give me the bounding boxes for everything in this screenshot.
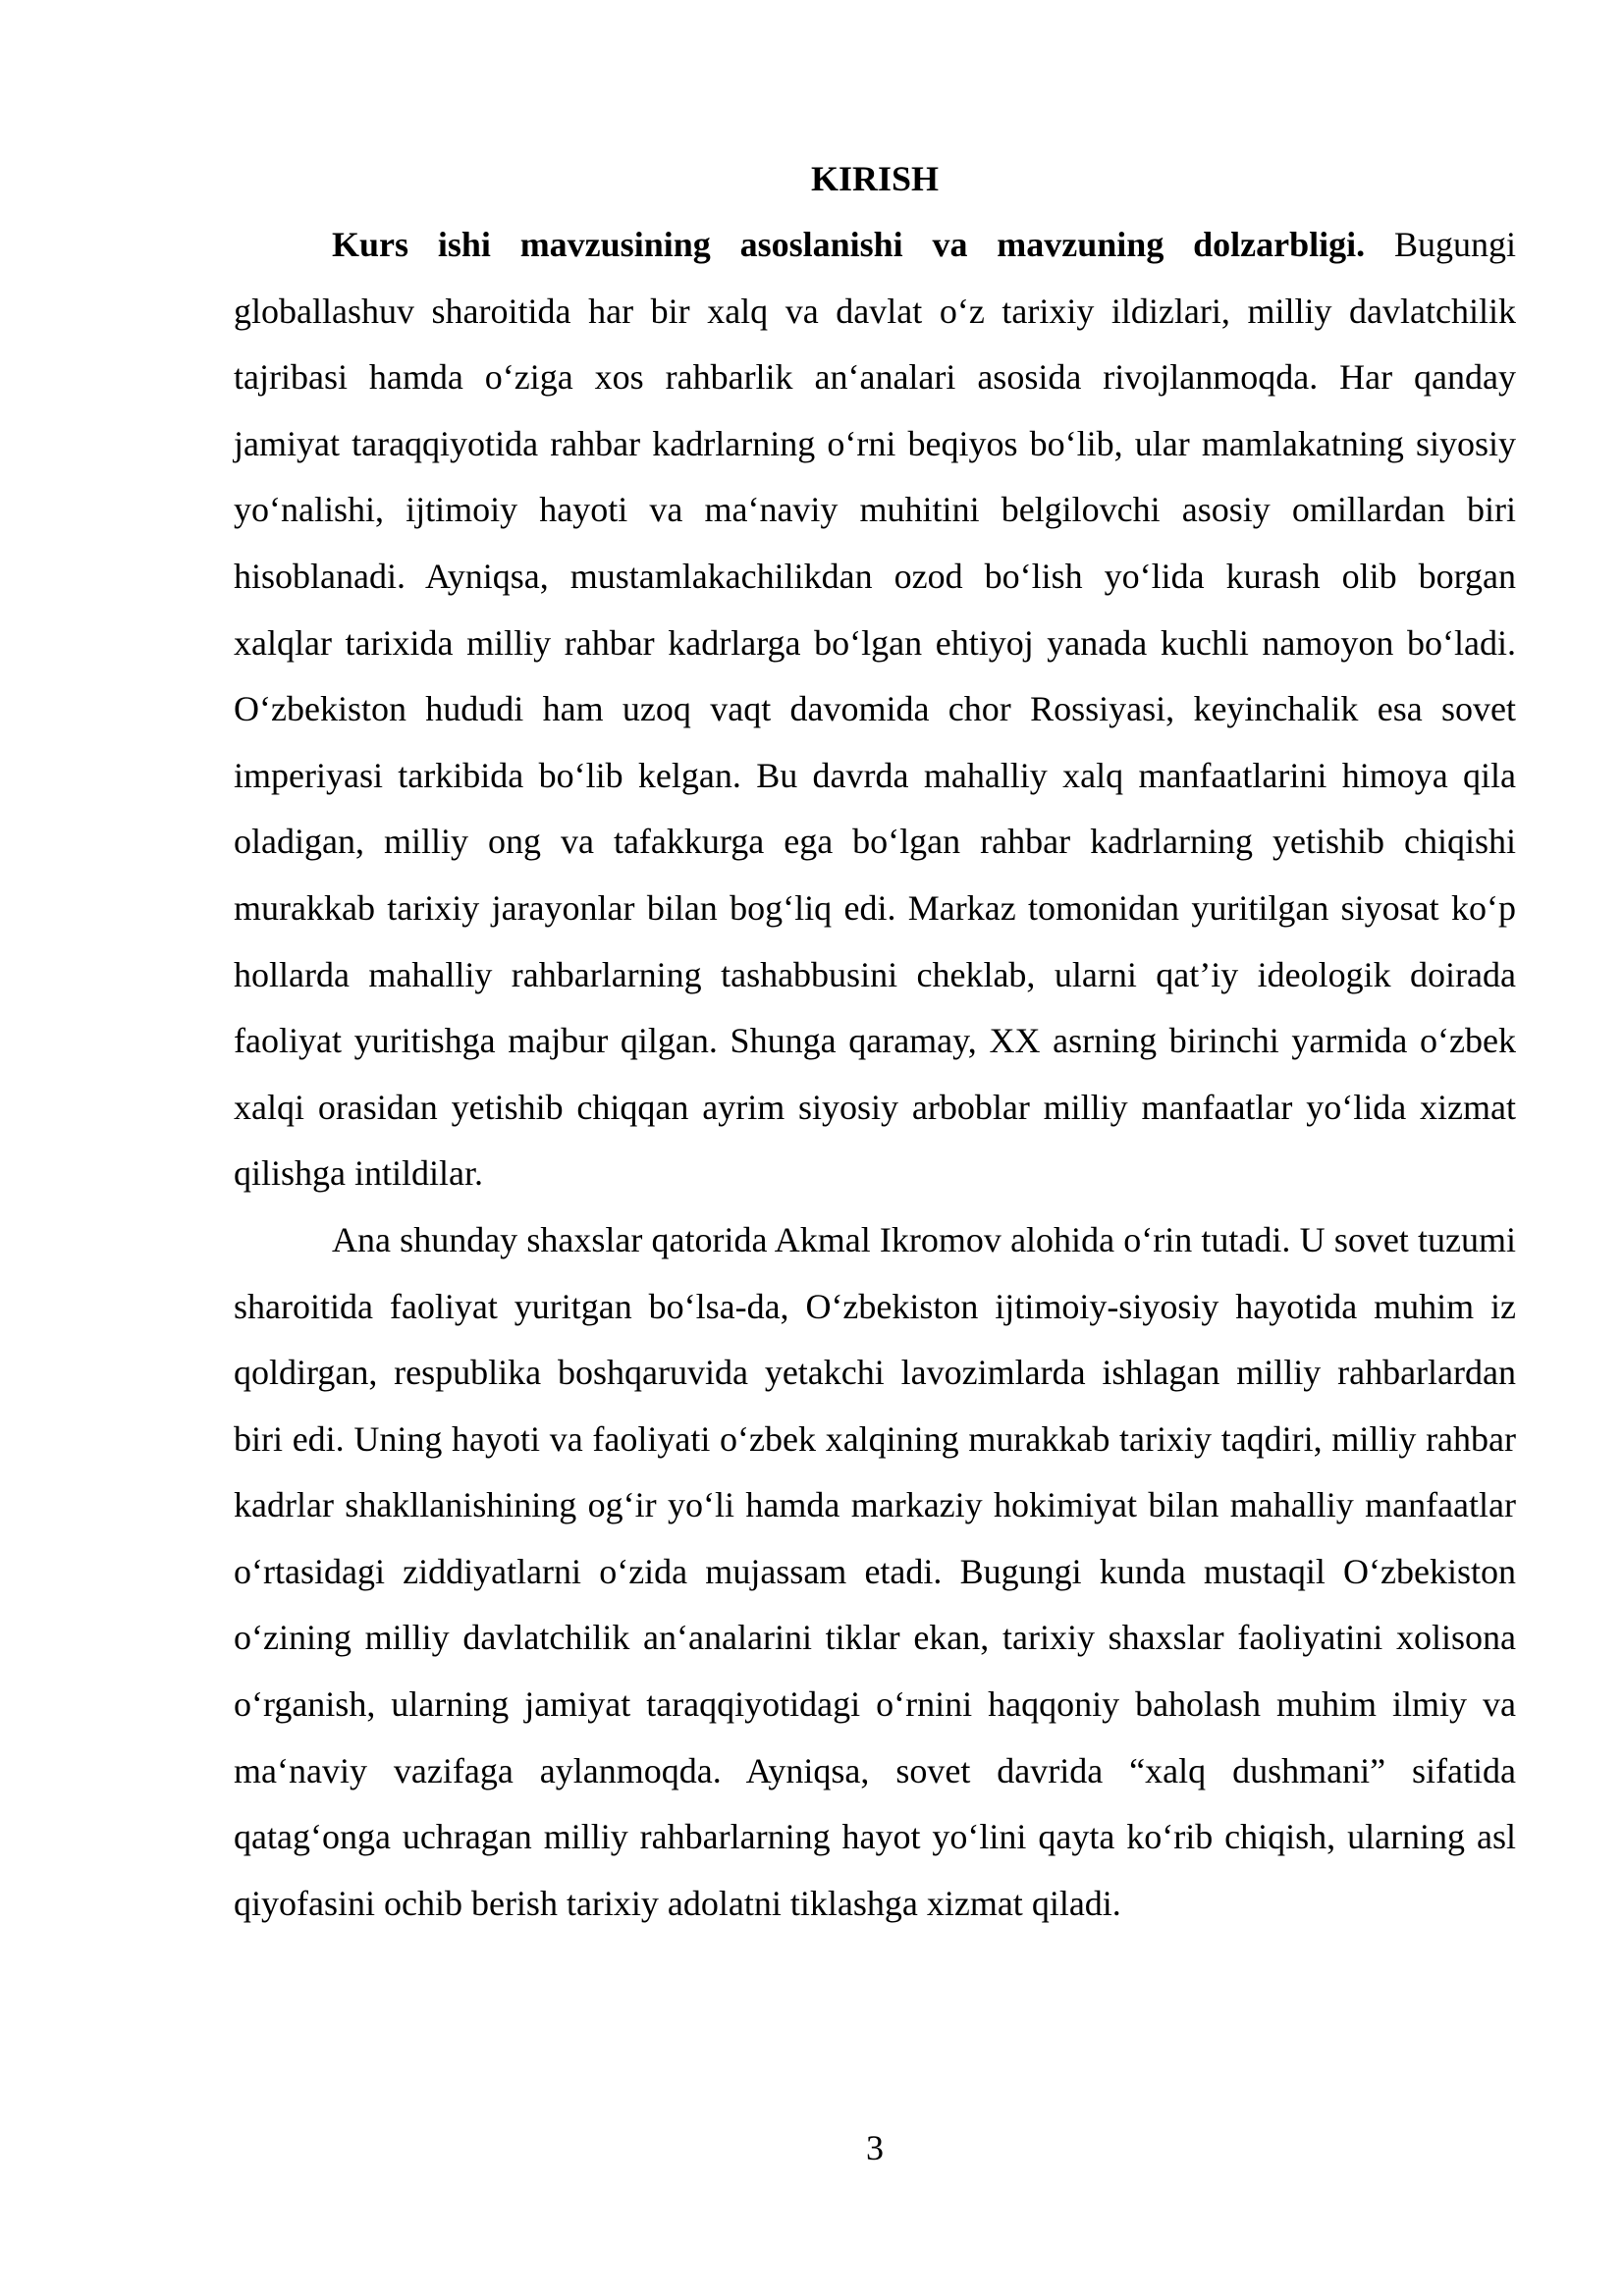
- page-title: KIRISH: [810, 159, 940, 198]
- paragraph-1: [234, 212, 1516, 1207]
- paragraph-1-text: Bugungi globallashuv sharoitida har bir xalq va davlat o‘z tarixiy ildizlari, milliy davlatchilik tajribasi hamda o‘ziga xos rahbarlik an‘analari asosida rivojlanmoqda. Har qanday jamiyat taraqqiyotida rahbar kadrlarning o‘rni beqiyos bo‘lib, ular mamlakatning siyosiy yo‘nalishi, ijtimoiy hayoti va ma‘naviy muhitini belgilovchi asosiy omillardan biri hisoblanadi. Ayniqsa, mustamlakachilikdan ozod bo‘lish yo‘lida kurash olib borgan xalqlar tarixida milliy rahbar kadrlarga bo‘lgan ehtiyoj yanada kuchli namoyon bo‘ladi. O‘zbekiston hududi ham uzoq vaqt davomida chor Rossiyasi, keyinchalik esa sovet imperiyasi tarkibida bo‘lib kelgan. Bu davrda mahalliy xalq manfaatlarini himoya qila oladigan, milliy ong va tafakkurga ega bo‘lgan rahbar kadrlarning yetishib chiqishi murakkab tarixiy jarayonlar bilan bog‘liq edi. Markaz tomonidan yuritilgan siyosat ko‘p hollarda mahalliy rahbarlarning tashabbusini cheklab, ularni qat’iy ideologik doirada faoliyat yuritishga majbur qilgan. Shunga qaramay, XX asrning birinchi yarmida o‘zbek xalqi orasidan yetishib chiqqan ayrim siyosiy arboblar milliy manfaatlar yo‘lida xizmat qilishga intildilar.: [234, 225, 1516, 1194]
- page-number: 3: [866, 2128, 884, 2167]
- paragraph-1-lead: Kurs ishi mavzusining asoslanishi va mavzuning dolzarbligi.: [332, 225, 1366, 264]
- paragraph-2: Ana shunday shaxslar qatorida Akmal Ikromov alohida o‘rin tutadi. U sovet tuzumi sharoitida faoliyat yuritgan bo‘lsa-da, O‘zbekiston ijtimoiy-siyosiy hayotida muhim iz qoldirgan, respublika boshqaruvida yetakchi lavozimlarda ishlagan milliy rahbarlardan biri edi. Uning hayoti va faoliyati o‘zbek xalqining murakkab tarixiy taqdiri, milliy rahbar kadrlar shakllanishining og‘ir yo‘li hamda markaziy hokimiyat bilan mahalliy manfaatlar o‘rtasidagi ziddiyatlarni o‘zida mujassam etadi. Bugungi kunda mustaqil O‘zbekiston o‘zining milliy davlatchilik an‘analarini tiklar ekan, tarixiy shaxslar faoliyatini xolisona o‘rganish, ularning jamiyat taraqqiyotidagi o‘rnini haqqoniy baholash muhim ilmiy va ma‘naviy vazifaga aylanmoqda. Ayniqsa, sovet davrida “xalq dushmani” sifatida qatag‘onga uchragan milliy rahbarlarning hayot yo‘lini qayta ko‘rib chiqish, ularning asl qiyofasini ochib berish tarixiy adolatni tiklashga xizmat qiladi.: [234, 1219, 1516, 1923]
- document-body: [234, 212, 1516, 1937]
